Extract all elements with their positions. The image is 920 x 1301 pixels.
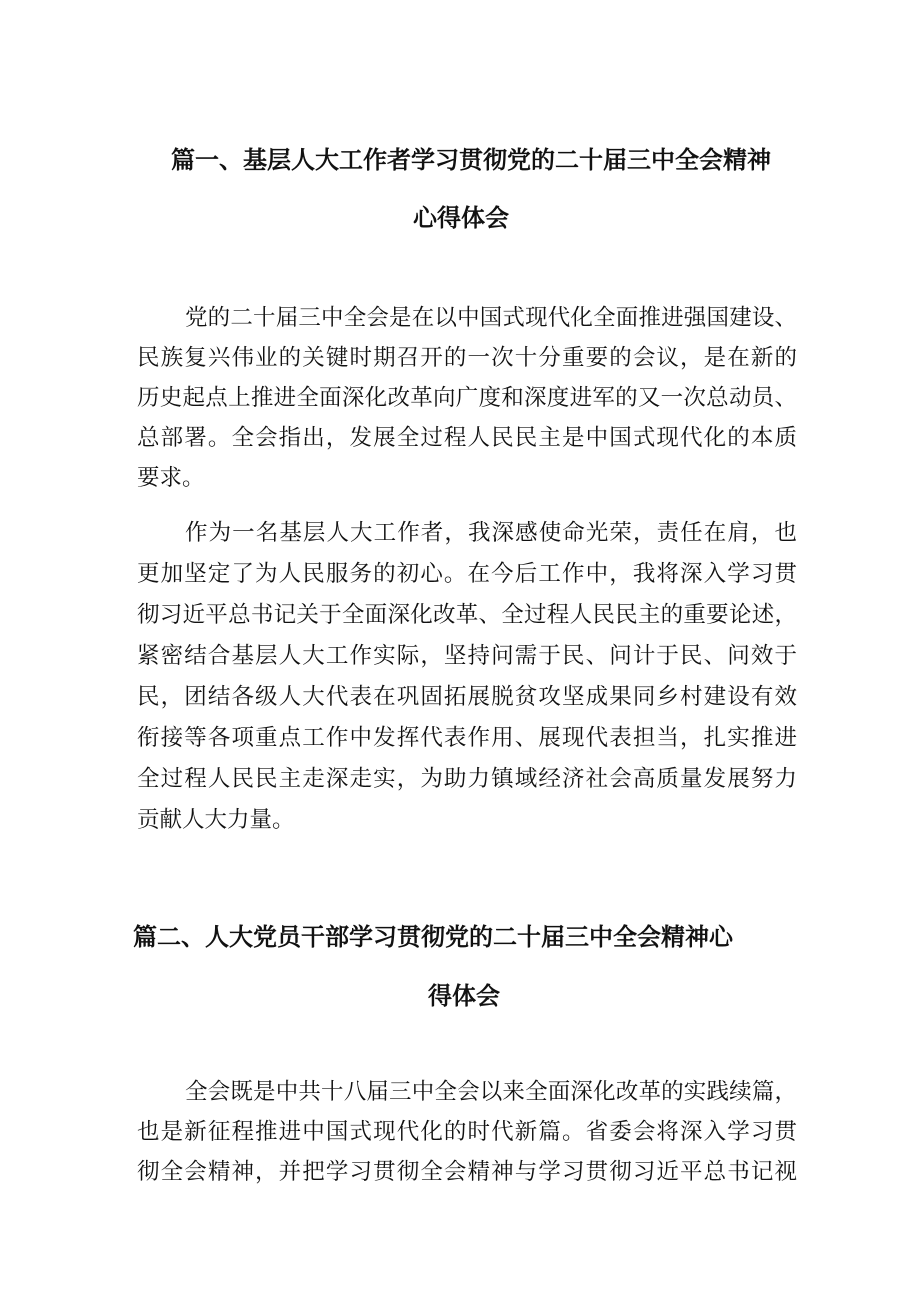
- paragraph-line: 贡献人大力量。: [137, 807, 295, 833]
- paragraph-line: 要求。: [137, 465, 205, 491]
- paragraph-line: 彻习近平总书记关于全面深化改革、全过程人民民主的重要论述，: [137, 602, 797, 628]
- paragraph-line: 党的二十届三中全会是在以中国式现代化全面推进强国建设、: [185, 305, 797, 331]
- paragraph-line: 总部署。全会指出，发展全过程人民民主是中国式现代化的本质: [137, 425, 797, 451]
- paragraph-line: 全过程人民民主走深走实，为助力镇域经济社会高质量发展努力: [137, 766, 797, 792]
- paragraph-line: 紧密结合基层人大工作实际，坚持问需于民、问计于民、问效于: [137, 643, 797, 669]
- paragraph-line: 衔接等各项重点工作中发挥代表作用、展现代表担当，扎实推进: [137, 725, 797, 751]
- paragraph-line: 也是新征程推进中国式现代化的时代新篇。省委会将深入学习贯: [137, 1119, 797, 1145]
- article-2-title-line-1: 篇二、人大党员干部学习贯彻党的二十届三中全会精神心: [133, 923, 733, 951]
- paragraph-line: 作为一名基层人大工作者，我深感使命光荣，责任在肩，也: [185, 520, 797, 546]
- paragraph-line: 彻全会精神，并把学习贯彻全会精神与学习贯彻习近平总书记视: [137, 1159, 797, 1185]
- paragraph-line: 历史起点上推进全面深化改革向广度和深度进军的又一次总动员、: [137, 385, 797, 411]
- paragraph-line: 民，团结各级人大代表在巩固拓展脱贫攻坚成果同乡村建设有效: [137, 684, 797, 710]
- article-1-title-line-2: 心得体会: [413, 204, 509, 232]
- article-2-title-line-2: 得体会: [428, 982, 500, 1010]
- paragraph-line: 民族复兴伟业的关键时期召开的一次十分重要的会议，是在新的: [137, 345, 797, 371]
- article-1-title-line-1: 篇一、基层人大工作者学习贯彻党的二十届三中全会精神: [171, 146, 771, 174]
- paragraph-line: 更加坚定了为人民服务的初心。在今后工作中，我将深入学习贯: [137, 561, 797, 587]
- paragraph-line: 全会既是中共十八届三中全会以来全面深化改革的实践续篇，: [185, 1079, 797, 1105]
